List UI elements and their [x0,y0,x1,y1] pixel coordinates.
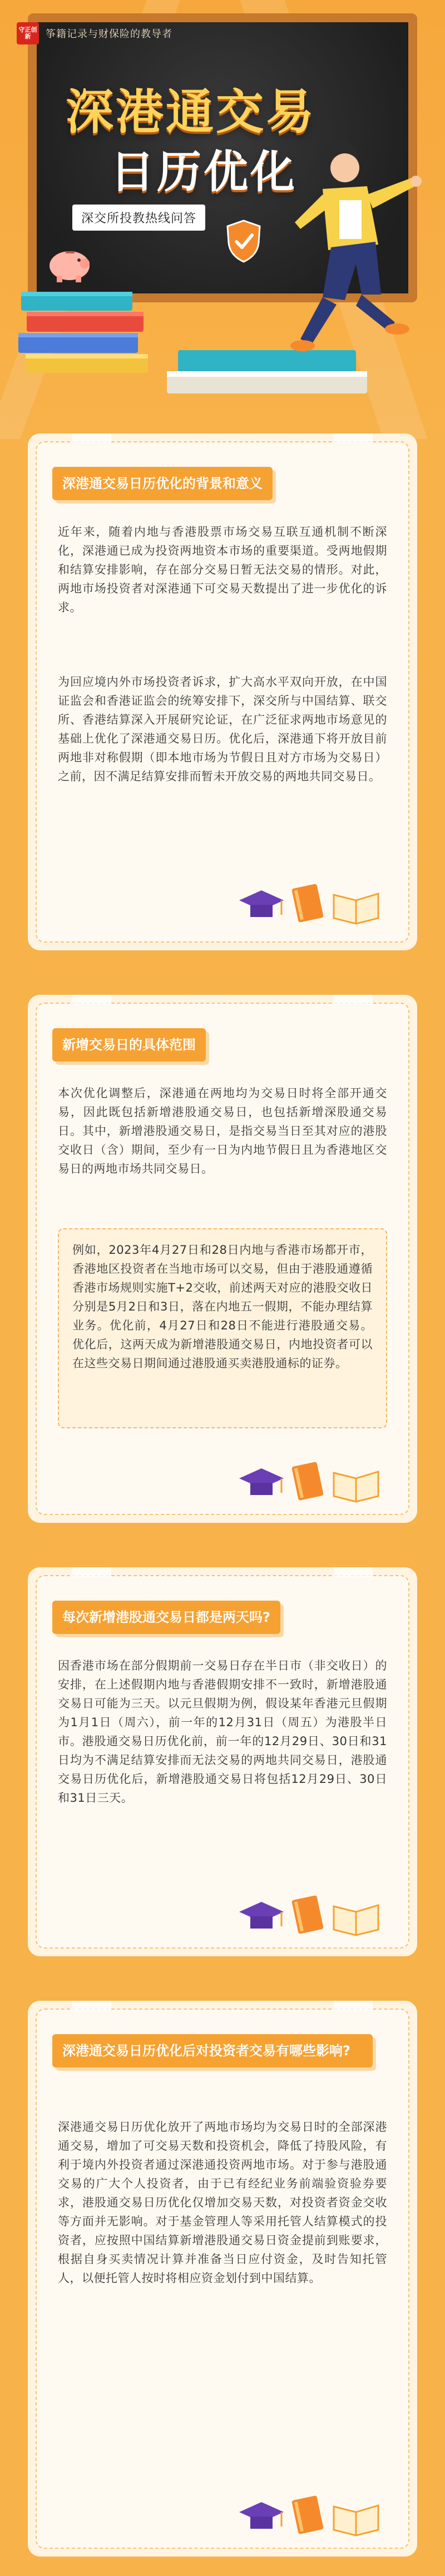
section-card-1 [28,434,417,950]
title-line2: 日历优化 [110,146,297,198]
brand-text: 筝籍记录与财保险的教导者 [46,28,172,40]
grad-cap-icon [239,1468,284,1495]
open-book-icon [334,1905,378,1935]
section-paragraph: 近年来，随着内地与香港股票市场交易互联互通机制不断深化，深港通已成为投资两地资本市场的重要渠道。受两地假期和结算安排影响，存在部分交易日暂无法交易的情形。对此，两地市场投资者对深港通下可交易天数提出了进一步优化的诉求。 [58,525,387,614]
title-line1: 深港通交易 [66,84,316,140]
decor-icons [234,1890,384,1940]
person-illustration [261,128,428,367]
hero-banner [0,0,445,439]
subtitle: 深交所投教热线问答 [72,205,205,231]
piggy-bank-icon [44,245,95,283]
section-title: 新增交易日的具体范围 [52,1028,206,1062]
section-card-2 [28,995,417,1523]
books-stack-icon [16,281,155,375]
section-paragraph: 深港通交易日历优化放开了两地市场均为交易日时的全部深港通交易，增加了可交易天数和投资机会，降低了持股风险，有利于境内外投资者通过深港通投资两地市场。对于参与港股通交易的广大个人投资者，由于已有经纪业务前端验资验券要求，港股通交易日历优化仅增加交易天数，对投资者资金交收等方面并无影响。对于基金管理人等采用托管人结算模式的投资者，应按照中国结算新增港股通交易日资金提前到账要求，根据自身买卖情况计算并准备当日应付资金，及时告知托管人，以便托管人按时将相应资金划付到中国结算。 [58,2120,387,2285]
section-title: 深港通交易日历优化的背景和意义 [52,467,273,500]
brand-logo: 守正创新 [17,22,39,44]
decor-icons [234,2490,384,2540]
grad-cap-icon [239,1902,284,1929]
grad-cap-icon [239,890,284,917]
open-book-icon [334,894,378,924]
example-box [58,1228,387,1428]
section-paragraph: 因香港市场在部分假期前一交易日存在半日市（非交收日）的安排，在上述假期内地与香港假期安排不一致时，新增港股通交易日可能为三天。以元旦假期为例，假设某年香港元旦假期为1月1日（周六），前一年的12月31日（周五）为港股半日市。港股通交易日历优化前，前一年的12月29日、30日和31日均为不满足结算安排而无法交易的两地共同交易日，港股通交易日历优化后，新增港股通交易日将包括12月29日、30日和31日三天。 [58,1659,387,1805]
book-icon [291,884,324,923]
book-icon [291,2495,324,2534]
open-book-icon [334,2505,378,2535]
section-card-3 [28,1567,417,1956]
brand [17,22,172,44]
section-title: 每次新增港股通交易日都是两天吗? [52,1601,280,1634]
book-icon [291,1462,324,1501]
decor-icons [234,1456,384,1506]
decor-icons [234,878,384,928]
shield-check-icon [225,220,262,263]
section-paragraph: 为回应境内外市场投资者诉求，扩大高水平双向开放，在中国证监会和香港证监会的统筹安排下，深交所与中国结算、联交所、香港结算深入开展研究论证，在广泛征求两地市场意见的基础上优化了深港通交易日历。优化后，深港通下将开放目前两地非对称假期（即本地市场为节假日且对方市场为交易日）之前，因不满足结算安排而暂未开放交易的两地共同交易日。 [58,675,387,783]
grad-cap-icon [239,2502,284,2529]
open-book-icon [334,1472,378,1502]
section-title: 深港通交易日历优化后对投资者交易有哪些影响? [52,2034,373,2067]
section-card-4 [28,2001,417,2557]
section-paragraph: 本次优化调整后，深港通在两地均为交易日时将全部开通交易，因此既包括新增港股通交易日，也包括新增深股通交易日。其中，新增港股通交易日，是指交易当日至其对应的港股交收日（含）期间，至少有一日为内地节假日且为香港地区交易日的两地市场共同交易日。 [58,1087,387,1175]
book-icon [291,1895,324,1934]
example-text: 例如，2023年4月27日和28日内地与香港市场都开市，香港地区投资者在当地市场可以交易，但由于港股通遵循香港市场规则实施T+2交收，前述两天对应的港股交收日分别是5月2日和3日，落在内地五一假期，不能办理结算业务。优化前，4月27日和28日不能进行港股通交易。优化后，这两天成为新增港股通交易日，内地投资者可以在这些交易日期间通过港股通买卖港股通标的证券。 [72,1243,373,1370]
